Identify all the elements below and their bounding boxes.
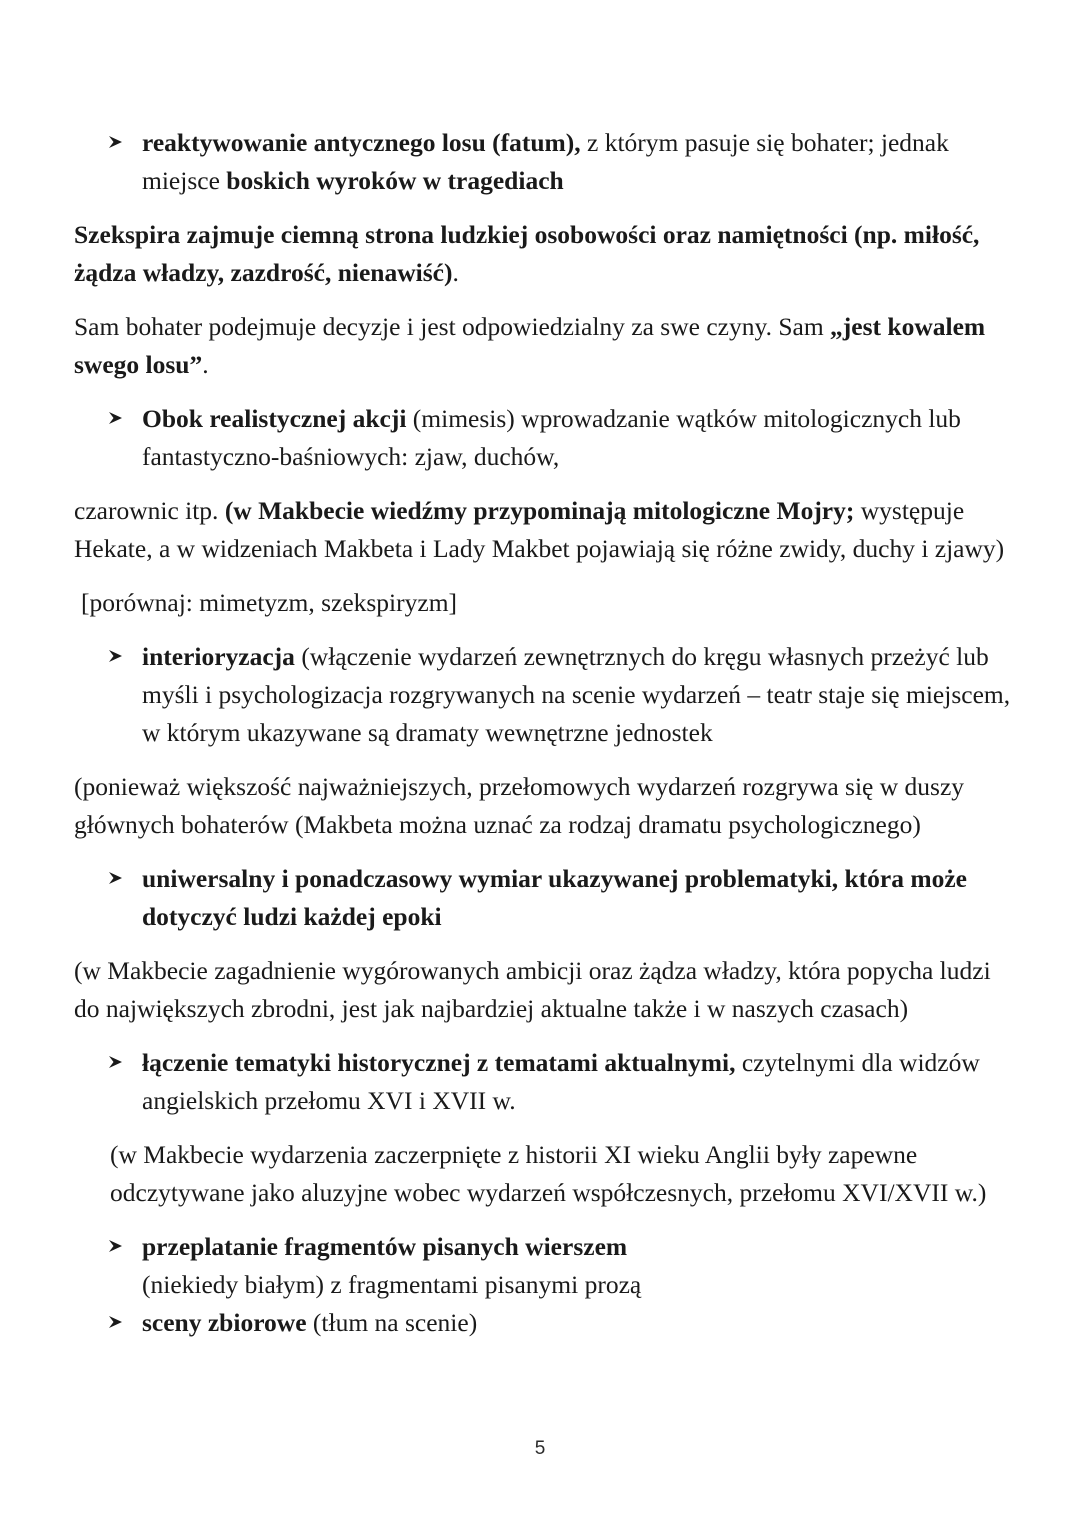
arrowhead-bullet-icon bbox=[108, 124, 138, 149]
bullet-interioryzacja bbox=[74, 638, 1014, 752]
bullet-text: sceny zbiorowe (tłum na scenie) bbox=[142, 1308, 478, 1337]
para-sam-bohater bbox=[74, 308, 1014, 384]
para-historia-xi-wieku bbox=[74, 1136, 1014, 1212]
para-text: (ponieważ większość najważniejszych, przełomowych wydarzeń rozgrywa się w duszy głównych bohaterów (Makbeta można uznać za rodzaj dramatu psychologicznego) bbox=[74, 772, 965, 839]
para-czarownic-mojry bbox=[74, 492, 1014, 568]
bullet-text: uniwersalny i ponadczasowy wymiar ukazywanej problematyki, która może dotyczyć ludzi każdej epoki bbox=[142, 864, 967, 931]
para-porownaj-mimetyzm bbox=[74, 584, 1014, 622]
arrowhead-bullet-icon bbox=[108, 638, 138, 663]
bullet-text: reaktywowanie antycznego losu (fatum), z którym pasuje się bohater; jednak miejsce boskich wyroków w tragediach bbox=[142, 128, 949, 195]
para-text: czarownic itp. (w Makbecie wiedźmy przypominają mitologiczne Mojry; występuje Hekate, a w widzeniach Makbeta i Lady Makbet pojawiają się różne zwidy, duchy i zjawy) bbox=[74, 496, 1005, 563]
document-body bbox=[74, 124, 1014, 1342]
bullet-obok-realistycznej-akcji bbox=[74, 400, 1014, 476]
bullet-przeplatanie-fragmentow bbox=[74, 1228, 1014, 1304]
para-text: [porównaj: mimetyzm, szekspiryzm] bbox=[81, 588, 458, 617]
arrowhead-bullet-icon bbox=[108, 1228, 138, 1253]
bullet-text: łączenie tematyki historycznej z tematami aktualnymi, czytelnymi dla widzów angielskich przełomu XVI i XVII w. bbox=[142, 1048, 980, 1115]
para-text: Sam bohater podejmuje decyzje i jest odpowiedzialny za swe czyny. Sam „jest kowalem swego losu”. bbox=[74, 312, 986, 379]
page-number: 5 bbox=[534, 1438, 546, 1459]
arrowhead-bullet-icon bbox=[108, 860, 138, 885]
para-makbecie-ambicje bbox=[74, 952, 1014, 1028]
bullet-text: Obok realistycznej akcji (mimesis) wprowadzanie wątków mitologicznych lub fantastyczno-baśniowych: zjaw, duchów, bbox=[142, 404, 961, 471]
bullet-text: interioryzacja (włączenie wydarzeń zewnętrznych do kręgu własnych przeżyć lub myśli i psychologizacja rozgrywanych na scenie wydarzeń – teatr staje się miejscem, w którym ukazywane są dramaty wewnętrzne jednostek bbox=[142, 642, 1011, 747]
bullet-text: przeplatanie fragmentów pisanych wierszem (niekiedy białym) z fragmentami pisanymi prozą bbox=[142, 1232, 642, 1299]
para-poniewaz-wiekszosc bbox=[74, 768, 1014, 844]
para-text: Szekspira zajmuje ciemną strona ludzkiej osobowości oraz namiętności (np. miłość, żądza władzy, zazdrość, nienawiść). bbox=[74, 220, 980, 287]
arrowhead-bullet-icon bbox=[108, 400, 138, 425]
para-szekspira-namietnosci bbox=[74, 216, 1014, 292]
bullet-laczenie-tematyki bbox=[74, 1044, 1014, 1120]
arrowhead-bullet-icon bbox=[108, 1304, 138, 1329]
arrowhead-bullet-icon bbox=[108, 1044, 138, 1069]
para-text: (w Makbecie zagadnienie wygórowanych ambicji oraz żądza władzy, która popycha ludzi do największych zbrodni, jest jak najbardziej aktualne także i w naszych czasach) bbox=[74, 956, 991, 1023]
bullet-uniwersalny-wymiar bbox=[74, 860, 1014, 936]
bullet-sceny-zbiorowe bbox=[74, 1304, 1014, 1342]
para-text: (w Makbecie wydarzenia zaczerpnięte z historii XI wieku Anglii były zapewne odczytywane jako aluzyjne wobec wydarzeń współczesnych, przełomu XVI/XVII w.) bbox=[110, 1140, 987, 1207]
bullet-reaktywowanie-losu bbox=[74, 124, 1014, 200]
